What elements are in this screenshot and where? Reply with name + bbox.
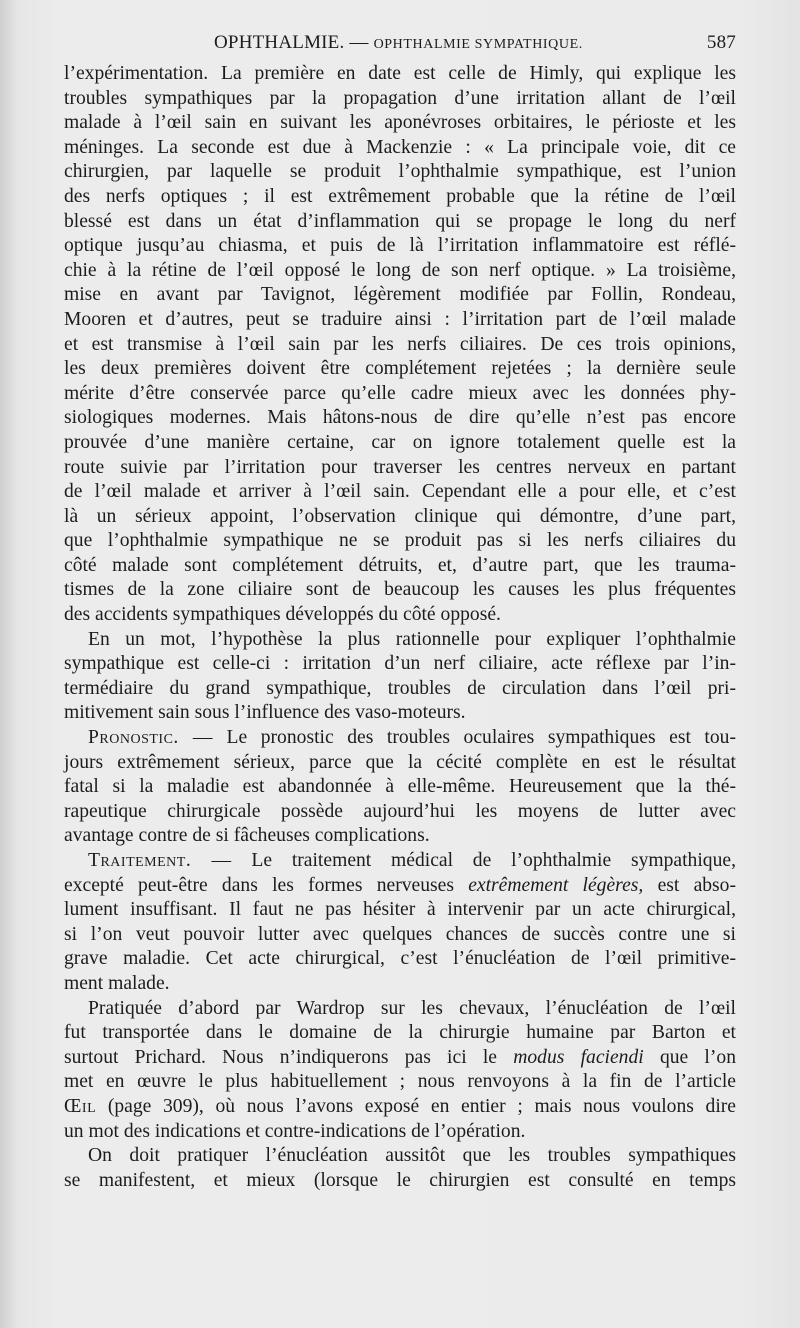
text-line: mérite d’être conservée parce qu’elle cadre mieux avec les données phy- xyxy=(64,382,736,404)
text-line: tismes de la zone ciliaire sont de beaucoup les causes les plus fréquentes xyxy=(64,579,736,601)
text-line: route suivie par l’irritation pour traverser les centres nerveux en partant xyxy=(64,456,736,478)
text-line: On doit pratiquer l’énucléation aussitôt que les troubles sympathiques xyxy=(88,1145,736,1167)
text-line: ment malade. xyxy=(64,972,170,994)
text-line: fatal si la maladie est abandonnée à elle-même. Heureusement que la thé- xyxy=(64,776,736,798)
text-line: optique jusqu’au chiasma, et puis de là l’irritation inflammatoire est réflé- xyxy=(64,235,736,257)
text-line-italic xyxy=(64,1046,736,1071)
pronostic-heading: Pronostic. — xyxy=(88,727,213,749)
text-fragment: surtout Prichard. Nous n’indiquerons pas ici le xyxy=(64,1046,497,1068)
text-line: grave maladie. Cet acte chirurgical, c’est l’énucléation de l’œil primitive- xyxy=(64,948,736,970)
text-line: jours extrêmement sérieux, parce que la cécité complète en est le résultat xyxy=(64,751,736,773)
text-line: En un mot, l’hypothèse la plus rationnelle pour expliquer l’ophthalmie xyxy=(88,628,736,650)
text-line: met en œuvre le plus habituellement ; nous renvoyons à la fin de l’article xyxy=(64,1071,736,1093)
text-line: sympathique est celle-ci : irritation d’un nerf ciliaire, acte réflexe par l’in- xyxy=(64,653,736,675)
text-fragment: Le traitement médical de l’ophthalmie sympathique, xyxy=(251,850,736,871)
text-line: Mooren et d’autres, peut se traduire ainsi : l’irritation part de l’œil malade xyxy=(64,308,736,330)
text-line-pronostic xyxy=(64,726,736,751)
text-fragment: que l’on xyxy=(659,1046,736,1068)
text-line: là un sérieux appoint, l’observation clinique qui démontre, d’une part, xyxy=(64,505,736,527)
italic-phrase: modus faciendi xyxy=(513,1046,644,1068)
text-line-traitement xyxy=(64,849,736,874)
text-line-oeil xyxy=(64,1095,736,1120)
text-line-italic xyxy=(64,874,736,899)
text-fragment: excepté peut-être dans les formes nerveuses xyxy=(64,874,454,896)
text-line: les deux premières doivent être complétement rejetées ; la dernière seule xyxy=(64,358,736,380)
text-line: blessé est dans un état d’inflammation qui se propage le long du nerf xyxy=(64,210,736,232)
italic-phrase: extrêmement légères, xyxy=(468,874,644,896)
text-line: de l’œil malade et arriver à l’œil sain. Cependant elle a pour elle, et c’est xyxy=(64,481,736,503)
text-line: troubles sympathiques par la propagation d’une irritation allant de l’œil xyxy=(64,87,736,109)
text-line: des nerfs optiques ; il est extrêmement probable que la rétine de l’œil xyxy=(64,185,736,207)
text-line: l’expérimentation. La première en date est celle de Himly, qui explique les xyxy=(64,63,736,84)
text-line: prouvée d’une manière certaine, car on ignore totalement quelle est la xyxy=(64,431,736,453)
text-fragment: (page 309), où nous l’avons exposé en entier ; mais nous voulons dire xyxy=(107,1095,737,1117)
text-line: des accidents sympathiques développés du côté opposé. xyxy=(64,604,501,626)
text-line: côté malade sont complétement détruits, et, d’autre part, que les trauma- xyxy=(64,554,736,576)
text-line: rapeutique chirurgicale possède aujourd’hui les moyens de lutter avec xyxy=(64,800,736,822)
text-line: Pratiquée d’abord par Wardrop sur les chevaux, l’énucléation de l’œil xyxy=(88,997,736,1019)
running-header xyxy=(64,32,736,58)
running-title-sub: OPHTHALMIE SYMPATHIQUE. xyxy=(373,37,583,52)
text-line: un mot des indications et contre-indications de l’opération. xyxy=(64,1120,526,1142)
text-line: chirurgien, par laquelle se produit l’ophthalmie sympathique, est l’union xyxy=(64,161,736,183)
text-line: malade à l’œil sain en suivant les aponévroses orbitaires, le périoste et les xyxy=(64,112,736,134)
text-line: mise en avant par Tavignot, légèrement modifiée par Follin, Rondeau, xyxy=(64,284,736,306)
running-title-separator: — xyxy=(344,32,374,53)
text-line: avantage contre de si fâcheuses complications. xyxy=(64,825,430,847)
page-number: 587 xyxy=(706,32,736,53)
text-line: se manifestent, et mieux (lorsque le chirurgien est consulté en temps xyxy=(64,1169,736,1191)
text-line: fut transportée dans le domaine de la chirurgie humaine par Barton et xyxy=(64,1022,736,1044)
traitement-heading: Traitement. — xyxy=(88,850,232,871)
text-line: si l’on veut pouvoir lutter avec quelques chances de succès contre une si xyxy=(64,923,736,945)
body-text xyxy=(64,62,736,1193)
text-line: que l’ophthalmie sympathique ne se produit pas si les nerfs ciliaires du xyxy=(64,530,736,552)
text-line: siologiques modernes. Mais hâtons-nous de dire qu’elle n’est pas encore xyxy=(64,407,736,429)
text-fragment: est abso- xyxy=(657,874,737,896)
text-fragment: Le pronostic des troubles oculaires sympathiques est tou- xyxy=(226,727,736,749)
text-line: et est transmise à l’œil sain par les nerfs ciliaires. De ces trois opinions, xyxy=(64,333,736,355)
text-line: termédiaire du grand sympathique, troubles de circulation dans l’œil pri- xyxy=(64,677,736,699)
running-title-main: OPHTHALMIE. xyxy=(214,32,345,53)
oeil-reference: Œil xyxy=(64,1095,97,1117)
running-title xyxy=(214,32,583,54)
text-line: chie à la rétine de l’œil opposé le long de son nerf optique. » La troisième, xyxy=(64,259,736,281)
text-line: mitivement sain sous l’influence des vaso-moteurs. xyxy=(64,702,466,724)
text-line: méninges. La seconde est due à Mackenzie : « La principale voie, dit ce xyxy=(64,136,736,158)
text-line: lument insuffisant. Il faut ne pas hésiter à intervenir par un acte chirurgical, xyxy=(64,899,736,921)
